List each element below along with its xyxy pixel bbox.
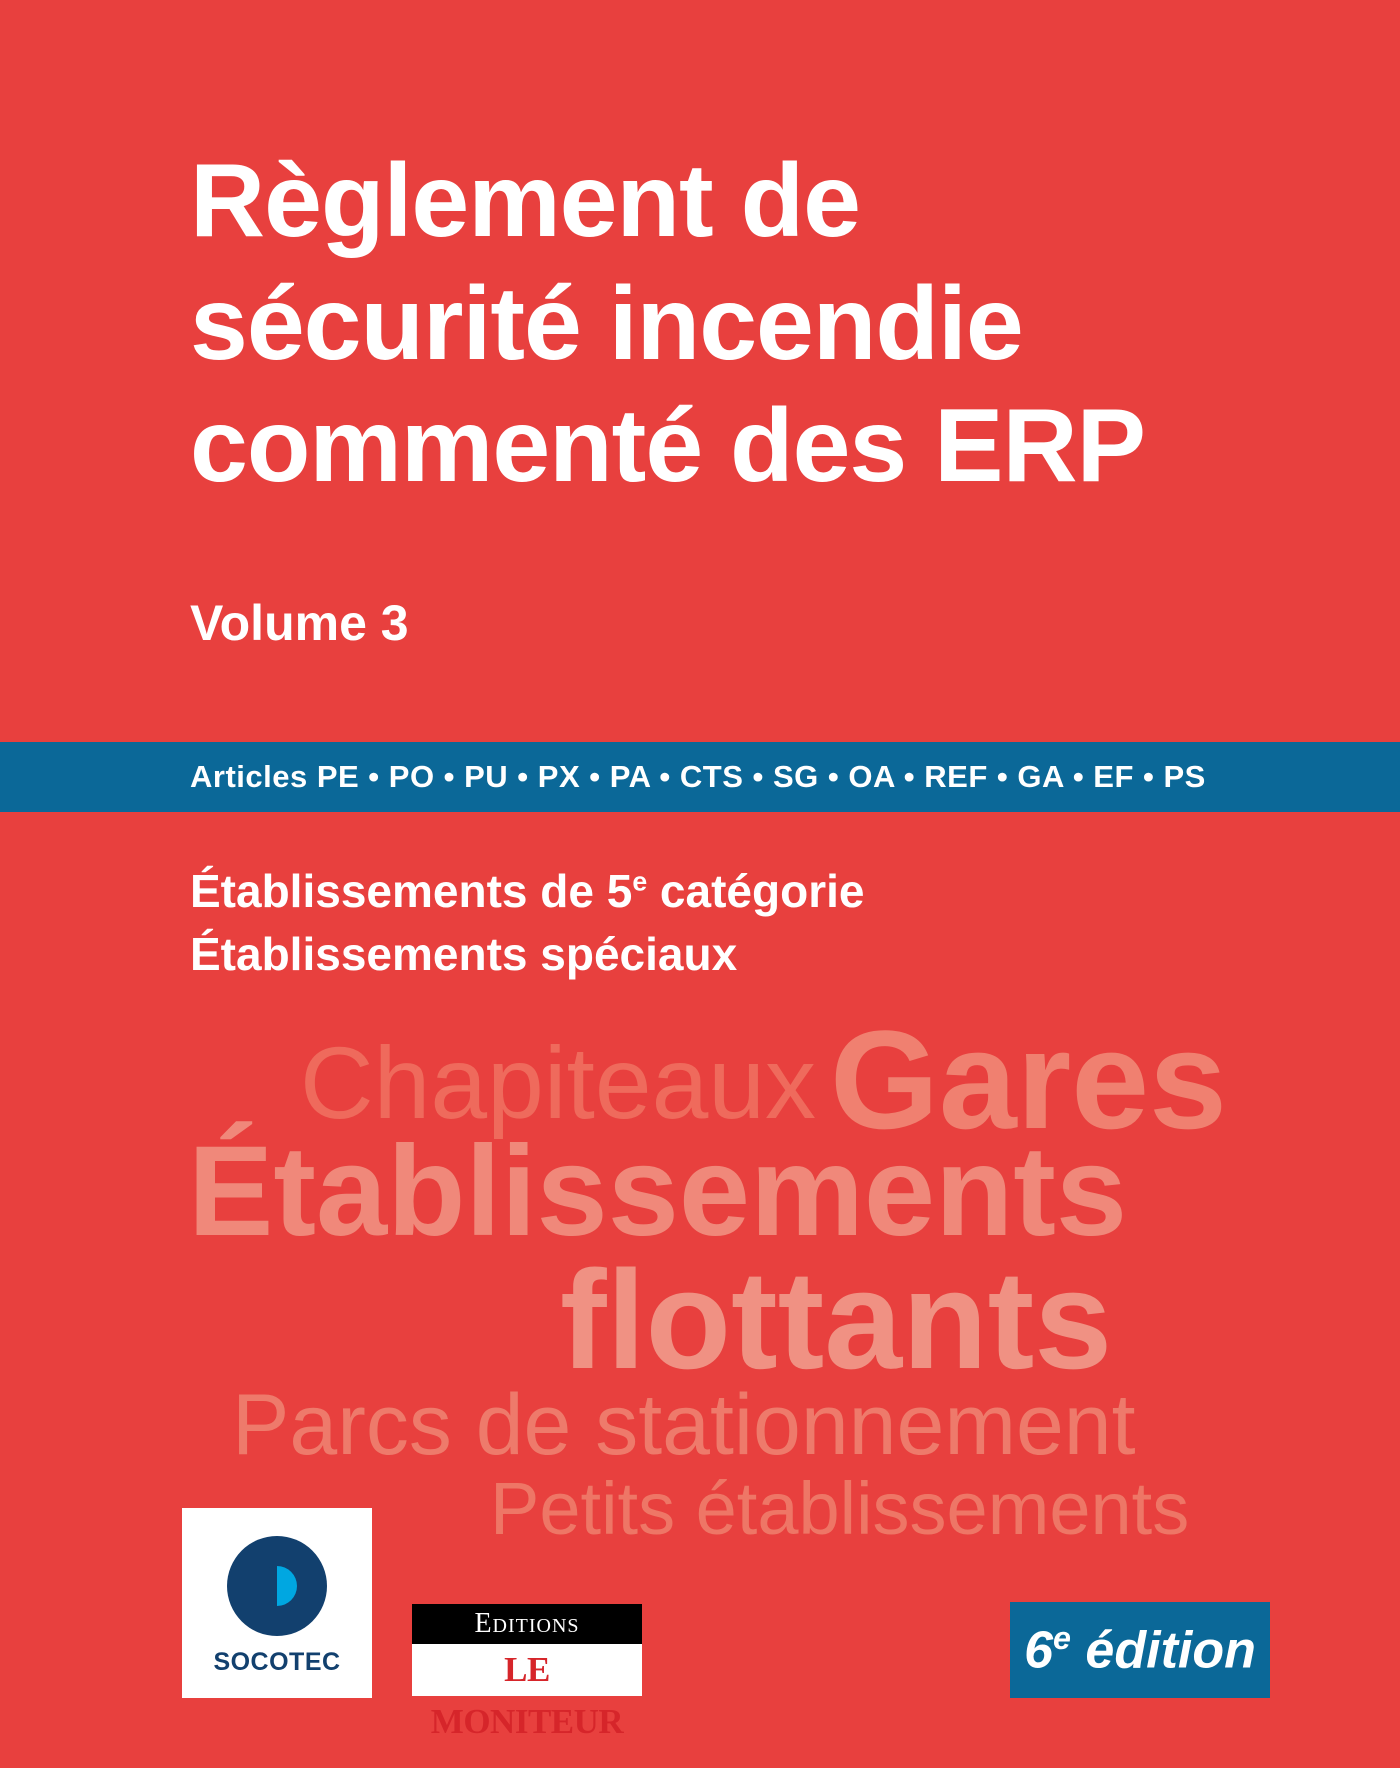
socotec-label: SOCOTEC — [213, 1648, 341, 1676]
edition-badge — [1010, 1602, 1270, 1698]
page-title — [190, 140, 1270, 508]
word-cloud-gares: Gares — [830, 1001, 1227, 1158]
background-word-cloud — [0, 1001, 1400, 1550]
word-cloud-parcs-de-stationnement: Parcs de stationnement — [232, 1377, 1136, 1473]
word-cloud-flottants: flottants — [560, 1241, 1113, 1398]
articles-band — [0, 742, 1400, 812]
subtitle-line-2: Établissements spéciaux — [190, 928, 738, 981]
title-line-2: sécurité incendie — [190, 265, 1023, 382]
edition-word: édition — [1070, 1621, 1256, 1680]
word-cloud-petits-etablissements: Petits établissements — [490, 1467, 1190, 1550]
volume-label: Volume 3 — [190, 595, 409, 652]
subtitle-line-1 — [190, 860, 864, 923]
socotec-logo — [182, 1508, 372, 1698]
subtitle-line-1-ordinal: e — [632, 866, 648, 897]
subtitle-block — [190, 860, 864, 987]
subtitle-line-1-pre: Établissements de 5 — [190, 865, 633, 917]
word-cloud-etablissements: Établissements — [188, 1120, 1128, 1263]
subtitle-line-1-post: catégorie — [647, 865, 865, 917]
socotec-mark-icon — [182, 1526, 372, 1646]
moniteur-name-label: LE MONITEUR — [430, 1650, 624, 1741]
edition-ordinal: e — [1053, 1619, 1071, 1656]
le-moniteur-logo — [412, 1604, 642, 1741]
title-line-1: Règlement de — [190, 143, 860, 259]
title-block — [190, 140, 1270, 652]
moniteur-editions-label: Editions — [412, 1604, 642, 1644]
word-cloud-chapiteaux: Chapiteaux — [300, 1026, 817, 1140]
articles-list: Articles PE • PO • PU • PX • PA • CTS • SG • OA • REF • GA • EF • PS — [190, 759, 1206, 794]
edition-label — [1024, 1620, 1256, 1680]
title-line-3: commenté des ERP — [190, 388, 1145, 505]
edition-number: 6 — [1024, 1621, 1054, 1680]
